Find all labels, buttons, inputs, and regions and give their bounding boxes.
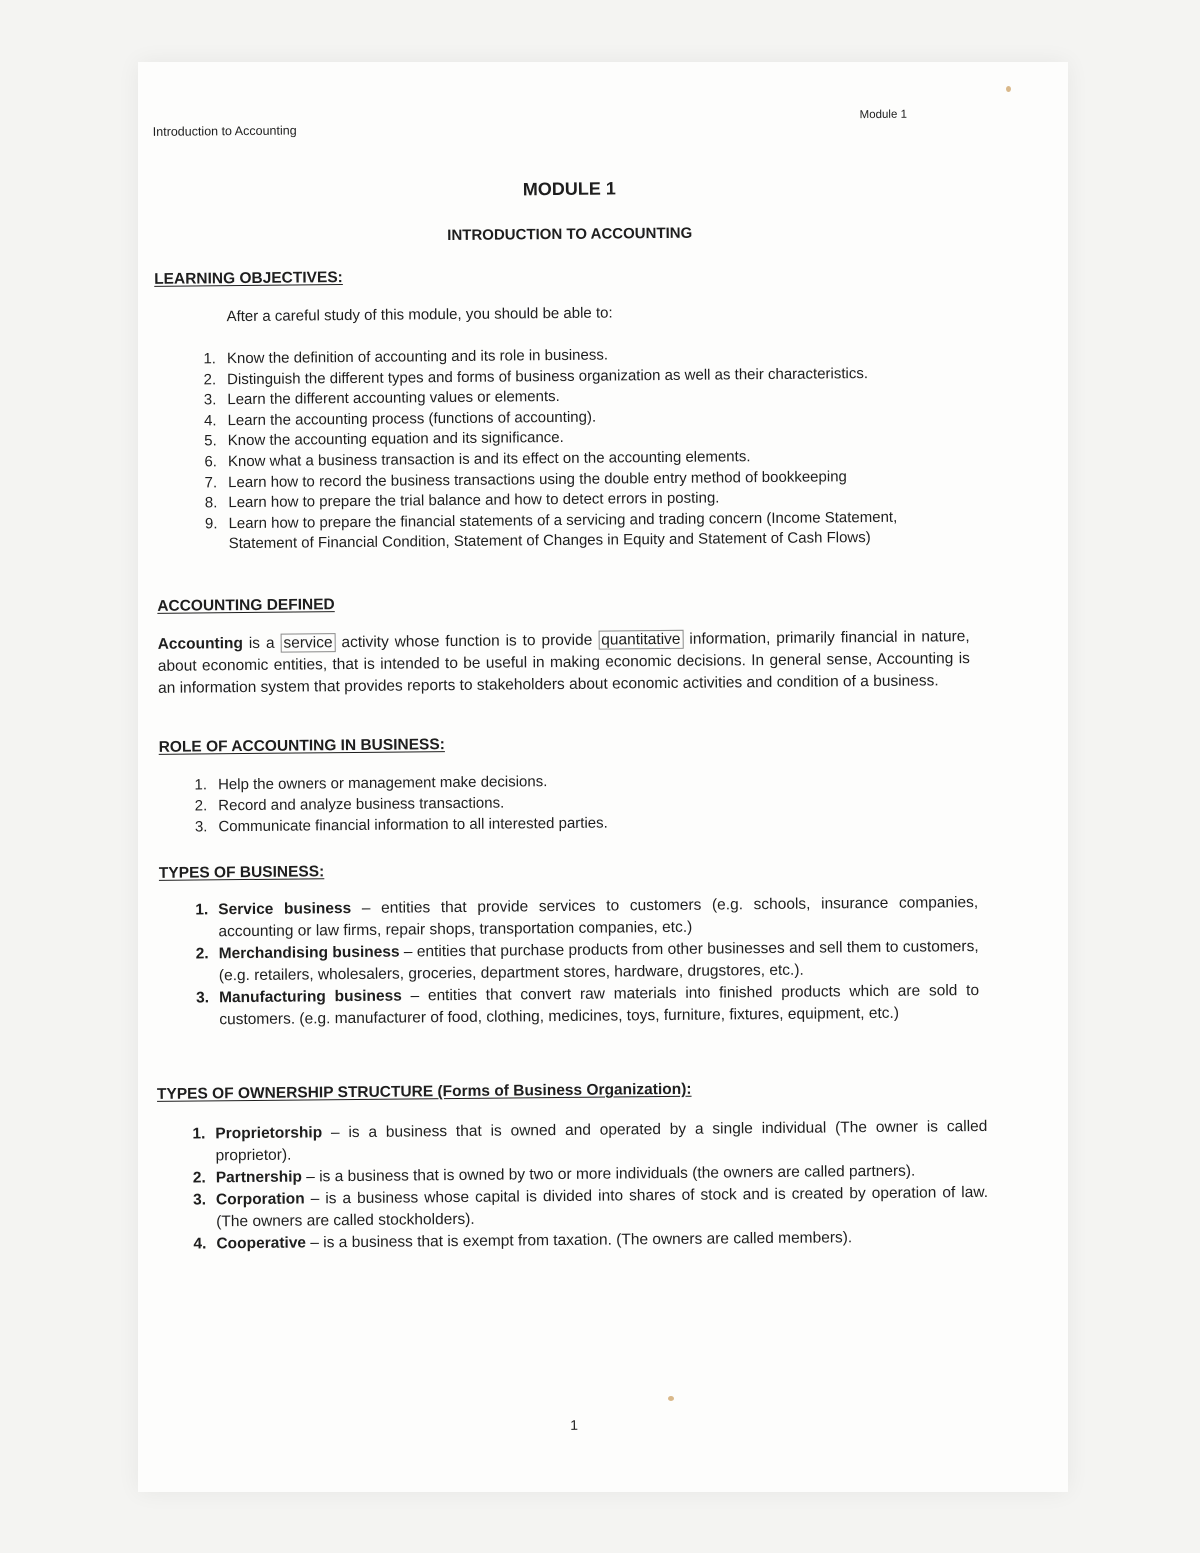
list-item: 2. Partnership – is a business that is owned by two or more individuals (the owners are called partners).	[192, 1162, 916, 1187]
list-item: 2. Merchandising business – entities that purchase products from other businesses and sell them to customers, (e.g. retailers, wholesalers, groceries, department stores, hardware, drugstores, etc.).	[195, 937, 979, 985]
list-item: 3. Communicate financial information to all interested parties.	[194, 814, 608, 836]
ownership-list	[185, 1116, 988, 1256]
list-item: 3. Learn the different accounting values or elements.	[203, 388, 560, 409]
module-subtitle: INTRODUCTION TO ACCOUNTING	[447, 224, 693, 245]
list-item: 2. Distinguish the different types and forms of business organization as well as their characteristics.	[203, 364, 869, 388]
page-number: 1	[570, 1416, 579, 1433]
types-of-business-heading: TYPES OF BUSINESS:	[158, 863, 325, 882]
list-item: 1. Know the definition of accounting and its role in business.	[203, 346, 609, 368]
list-item: 2. Record and analyze business transactions.	[194, 794, 505, 815]
list-item: 7. Learn how to record the business transactions using the double entry method of bookkeeping	[204, 467, 847, 491]
list-item: 5. Know the accounting equation and its significance.	[204, 429, 564, 450]
accounting-term: Accounting	[157, 635, 244, 653]
list-item: 3. Corporation – is a business whose capital is divided into shares of stock and is created by operation of law. (The owners are called stockholders).	[192, 1183, 989, 1231]
list-item: 4. Learn the accounting process (functions of accounting).	[203, 408, 597, 430]
learning-objectives-intro: After a careful study of this module, you should be able to:	[226, 304, 613, 326]
list-item: 9. Learn how to prepare the financial statements of a servicing and trading concern (Income Statement, Statement of Financial Condition, Statement of Changes in Equity and Statement of Cash Flows)	[204, 508, 898, 553]
list-item: 1. Service business – entities that provide services to customers (e.g. schools, insurance companies, accounting or law firms, repair shops, transportation companies, etc.)	[195, 893, 979, 941]
module-title: MODULE 1	[522, 178, 616, 200]
list-item: 1. Proprietorship – is a business that is owned and operated by a single individual (The owner is called proprietor).	[192, 1117, 988, 1165]
list-item: 1. Help the owners or management make decisions.	[194, 773, 548, 794]
boxed-word-service: service	[280, 633, 335, 653]
list-item: 6. Know what a business transaction is and its effect on the accounting elements.	[204, 448, 751, 471]
accounting-defined-heading: ACCOUNTING DEFINED	[157, 596, 335, 615]
running-header-left: Introduction to Accounting	[152, 123, 297, 139]
list-item: 4. Cooperative – is a business that is exempt from taxation. (The owners are called members).	[193, 1229, 853, 1253]
learning-objectives-list	[196, 342, 968, 555]
types-of-business-list	[188, 892, 979, 1032]
role-list	[187, 767, 928, 837]
learning-objectives-heading: LEARNING OBJECTIVES:	[154, 269, 343, 288]
accounting-definition-paragraph: Accounting is a service activity whose function is to provide quantitative information, primarily financial in nature, about economic entities, that is intended to be useful in making economic decisions. In general sense, Accounting is an information system that provides reports to stakeholders about economic activities and condition of a business.	[157, 628, 970, 697]
running-header-right: Module 1	[859, 108, 907, 122]
list-item: 3. Manufacturing business – entities that convert raw materials into finished products which are sold to customers. (e.g. manufacturer of food, clothing, medicines, toys, furniture, fixtures, equipment, etc.)	[196, 981, 980, 1029]
ownership-heading: TYPES OF OWNERSHIP STRUCTURE (Forms of Business Organization):	[156, 1080, 692, 1103]
role-heading: ROLE OF ACCOUNTING IN BUSINESS:	[158, 736, 445, 756]
boxed-word-quantitative: quantitative	[598, 630, 683, 650]
list-item: 8. Learn how to prepare the trial balance and how to detect errors in posting.	[204, 489, 720, 512]
